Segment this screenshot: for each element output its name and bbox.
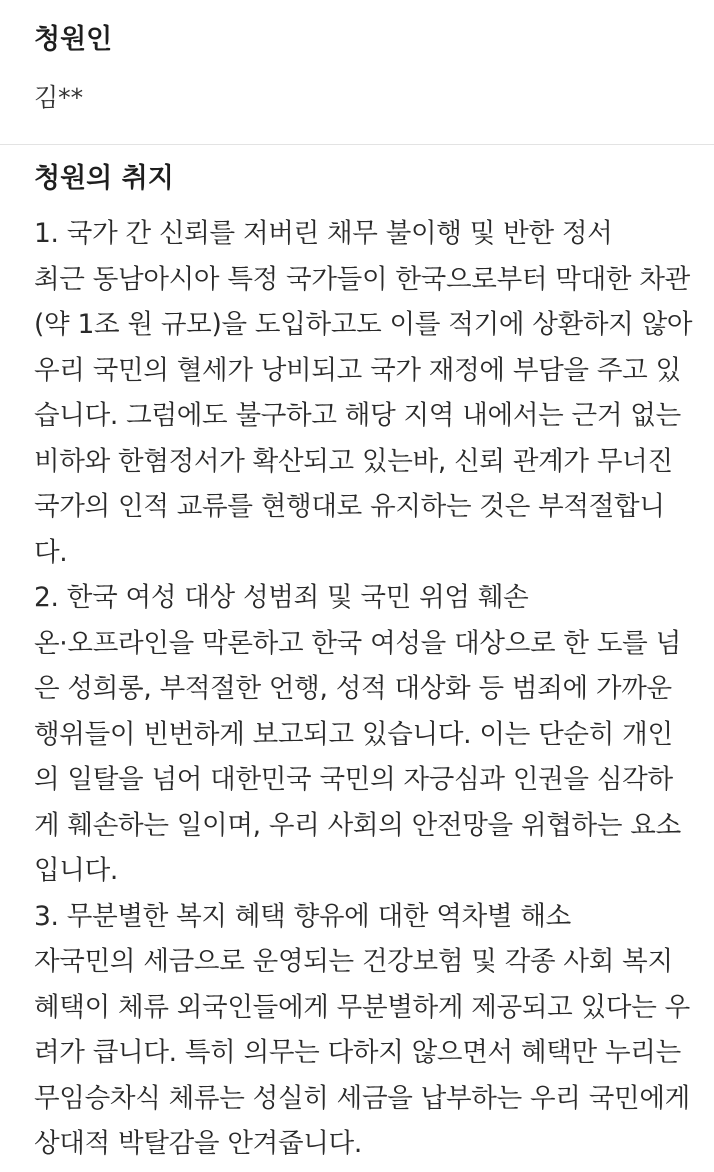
purpose-line: 다.	[34, 536, 68, 568]
purpose-line: 은 성희롱, 부적절한 언행, 성적 대상화 등 범죄에 가까운	[34, 673, 672, 704]
purpose-line: 최근 동남아시아 특정 국가들이 한국으로부터 막대한 차관	[34, 263, 690, 295]
purpose-line: 의 일탈을 넘어 대한민국 국민의 자긍심과 인권을 심각하	[34, 764, 673, 795]
purpose-line: 상대적 박탈감을 안겨줍니다.	[34, 1128, 362, 1159]
purpose-line: 습니다. 그럼에도 불구하고 해당 지역 내에서는 근거 없는	[34, 400, 681, 431]
petition-purpose-section	[0, 145, 714, 1167]
purpose-line: 우리 국민의 혈세가 낭비되고 국가 재정에 부담을 주고 있	[34, 354, 681, 386]
purpose-line: 자국민의 세금으로 운영되는 건강보험 및 각종 사회 복지	[34, 946, 673, 977]
purpose-line: 게 훼손하는 일이며, 우리 사회의 안전망을 위협하는 요소	[34, 809, 681, 841]
purpose-heading: 청원의 취지	[34, 163, 174, 194]
petitioner-name: 김**	[34, 83, 84, 112]
purpose-line: 행위들이 빈번하게 보고되고 있습니다. 이는 단순히 개인	[34, 718, 673, 750]
purpose-line: 무임승차식 체류는 성실히 세금을 납부하는 우리 국민에게	[34, 1082, 690, 1114]
purpose-line: 온·오프라인을 막론하고 한국 여성을 대상으로 한 도를 넘	[34, 627, 681, 659]
purpose-line: (약 1조 원 규모)을 도입하고도 이를 적기에 상환하지 않아	[34, 309, 693, 340]
purpose-line: 혜택이 체류 외국인들에게 무분별하게 제공되고 있다는 우	[34, 991, 690, 1023]
petitioner-section	[0, 0, 714, 145]
purpose-line: 2. 한국 여성 대상 성범죄 및 국민 위엄 훼손	[34, 582, 529, 613]
purpose-line: 1. 국가 간 신뢰를 저버린 채무 불이행 및 반한 정서	[34, 218, 613, 249]
petitioner-heading: 청원인	[34, 24, 113, 55]
purpose-line: 려가 큽니다. 특히 의무는 다하지 않으면서 혜택만 누리는	[34, 1037, 681, 1068]
purpose-line: 비하와 한혐정서가 확산되고 있는바, 신뢰 관계가 무너진	[34, 445, 673, 477]
purpose-line: 입니다.	[34, 855, 119, 886]
purpose-line: 3. 무분별한 복지 혜택 향유에 대한 역차별 해소	[34, 900, 571, 932]
purpose-body	[34, 211, 693, 1167]
purpose-line: 국가의 인적 교류를 현행대로 유지하는 것은 부적절합니	[34, 491, 665, 522]
